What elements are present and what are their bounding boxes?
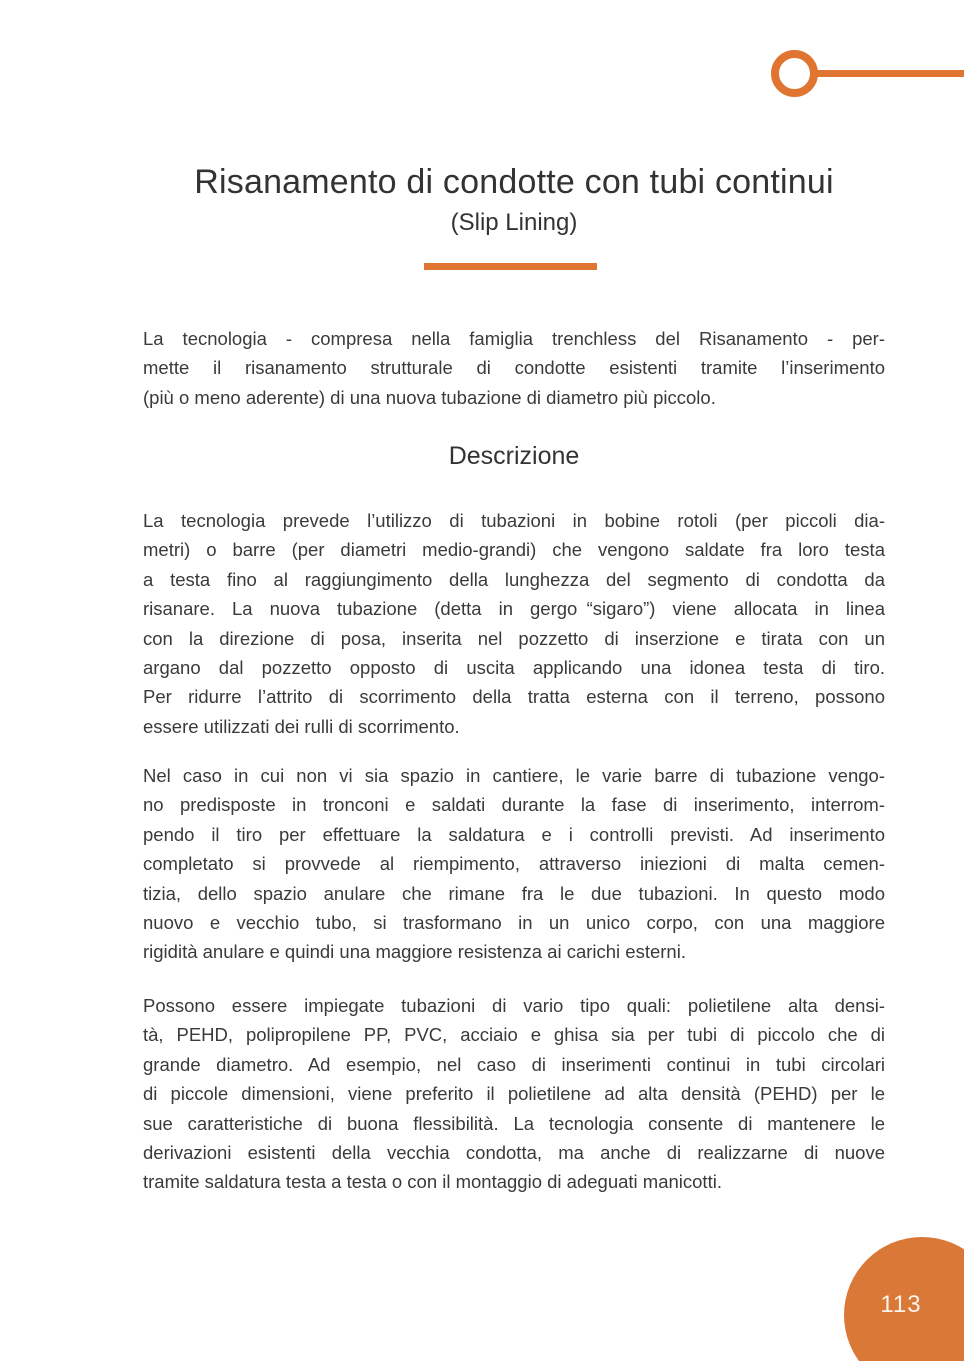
text-line: con la direzione di posa, inserita nel pozzetto di inserzione e tirata con un xyxy=(143,627,885,649)
page-number: 113 xyxy=(880,1291,922,1318)
text-line: tizia, dello spazio anulare che rimane fra le due tubazioni. In questo modo xyxy=(143,882,885,904)
text-line: tramite saldatura testa a testa o con il montaggio di adeguati manicotti. xyxy=(143,1171,722,1193)
text-line: essere utilizzati dei rulli di scorrimento. xyxy=(143,715,460,737)
text-line: pendo il tiro per effettuare la saldatura e i controlli previsti. Ad inserimento xyxy=(143,823,885,845)
text-line: di piccole dimensioni, viene preferito il polietilene ad alta densità (PEHD) per le xyxy=(143,1083,885,1105)
page-number-badge xyxy=(844,1237,964,1361)
text-line: tà, PEHD, polipropilene PP, PVC, acciaio e ghisa sia per tubi di piccolo che di xyxy=(143,1024,885,1046)
horizontal-rule-decoration xyxy=(814,70,964,77)
text-line: metri) o barre (per diametri medio-grandi) che vengono saldate fra loro testa xyxy=(143,539,885,561)
text-line: completato si provvede al riempimento, attraverso iniezioni di malta cemen- xyxy=(143,853,885,875)
ring-icon xyxy=(771,50,818,97)
text-line: La tecnologia - compresa nella famiglia trenchless del Risanamento - per- xyxy=(143,328,885,349)
title-divider xyxy=(424,263,597,270)
section-heading-descrizione: Descrizione xyxy=(448,442,580,470)
text-line: argano dal pozzetto opposto di uscita applicando una idonea testa di tiro. xyxy=(143,657,885,679)
text-line: a testa fino al raggiungimento della lunghezza del segmento di condotta da xyxy=(143,568,885,590)
text-line: grande diametro. Ad esempio, nel caso di inserimenti continui in tubi circolari xyxy=(143,1053,885,1075)
paragraph-description-2 xyxy=(143,761,885,967)
text-line: rigidità anulare e quindi una maggiore resistenza ai carichi esterni. xyxy=(143,941,686,963)
text-line: nuovo e vecchio tubo, si trasformano in un unico corpo, con una maggiore xyxy=(143,912,885,934)
text-line: Per ridurre l’attrito di scorrimento della tratta esterna con il terreno, possono xyxy=(143,686,885,708)
text-line: La tecnologia prevede l’utilizzo di tubazioni in bobine rotoli (per piccoli dia- xyxy=(143,510,885,531)
text-line: derivazioni esistenti della vecchia condotta, ma anche di realizzarne di nuove xyxy=(143,1142,885,1164)
text-line: no predisposte in tronconi e saldati durante la fase di inserimento, interrom- xyxy=(143,794,885,816)
text-line: sue caratteristiche di buona flessibilità. La tecnologia consente di mantenere le xyxy=(143,1112,885,1134)
page-title: Risanamento di condotte con tubi continui xyxy=(194,163,834,201)
page-subtitle: (Slip Lining) xyxy=(450,209,578,236)
text-line: Possono essere impiegate tubazioni di vario tipo quali: polietilene alta densi- xyxy=(143,995,885,1016)
text-line: (più o meno aderente) di una nuova tubazione di diametro più piccolo. xyxy=(143,386,716,408)
text-line: risanare. La nuova tubazione (detta in gergo “sigaro”) viene allocata in linea xyxy=(143,598,885,620)
paragraph-description-3 xyxy=(143,991,885,1197)
paragraph-intro xyxy=(143,324,885,412)
paragraph-description-1 xyxy=(143,506,885,741)
text-line: mette il risanamento strutturale di condotte esistenti tramite l’inserimento xyxy=(143,357,885,379)
text-line: Nel caso in cui non vi sia spazio in cantiere, le varie barre di tubazione vengo- xyxy=(143,765,885,786)
